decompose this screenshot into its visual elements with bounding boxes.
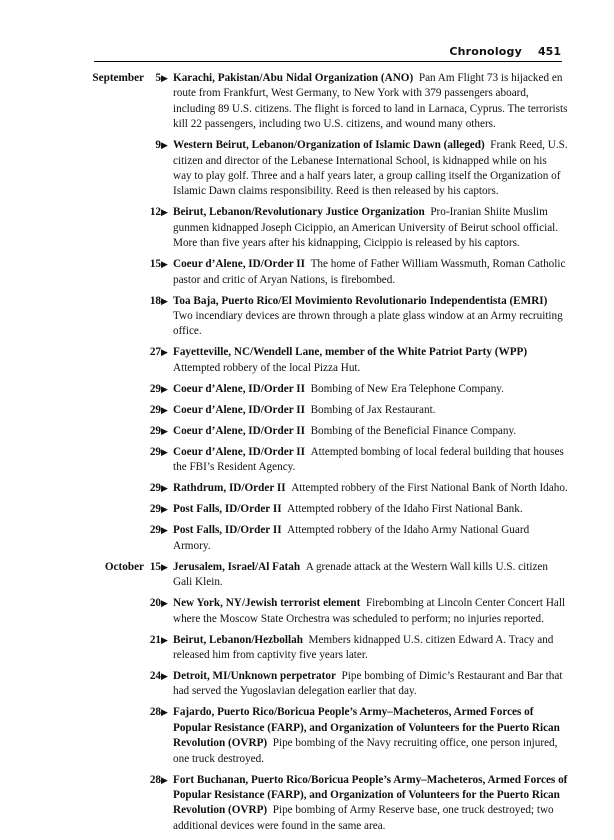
entry-location: Beirut, Lebanon/Revolutionary Justice Organization xyxy=(173,206,425,219)
triangle-bullet-icon: ▶ xyxy=(161,774,168,785)
entry-text xyxy=(173,560,568,591)
triangle-bullet-icon: ▶ xyxy=(161,404,168,415)
entry-text xyxy=(173,633,568,664)
entry-day: 28 xyxy=(149,706,161,719)
page-number: 451 xyxy=(538,45,561,58)
entry-text xyxy=(173,669,568,700)
entry-text xyxy=(173,257,568,288)
entry-text xyxy=(173,596,568,627)
entry-location: New York, NY/Jewish terrorist element xyxy=(173,597,361,610)
chronology-entry xyxy=(0,481,614,496)
entry-description: Pan Am Flight 73 is hijacked en route from Frankfurt, West Germany, to New York with 379 passengers aboard, including 89 U.S. citizens. The flight is forced to land in Larnaca, Cyprus. The terrorists kill 22 passengers, including two U.S. citizens, and wound many others. xyxy=(173,72,568,131)
entry-day: 28 xyxy=(149,773,161,786)
entry-location: Detroit, MI/Unknown perpetrator xyxy=(173,669,336,682)
entry-day: 24 xyxy=(149,669,161,682)
triangle-bullet-icon: ▶ xyxy=(161,525,168,536)
entry-description: Pipe bombing of Army Reserve base, one truck destroyed; two additional devices were found in the same area. xyxy=(173,804,554,832)
triangle-bullet-icon: ▶ xyxy=(161,383,168,394)
entry-day: 15 xyxy=(149,258,161,271)
entry-description: Bombing of the Beneficial Finance Company. xyxy=(310,424,517,437)
entry-description: Firebombing at Lincoln Center Concert Hall where the Moscow State Orchestra was scheduled to perform; no injuries reported. xyxy=(173,597,566,625)
triangle-bullet-icon: ▶ xyxy=(161,207,168,218)
entry-location: Post Falls, ID/Order II xyxy=(173,524,282,537)
chronology-entry xyxy=(0,257,614,288)
entry-location: Fayetteville, NC/Wendell Lane, member of the White Patriot Party (WPP) xyxy=(173,346,528,359)
entry-description: Attempted robbery of the Idaho Army National Guard Armory. xyxy=(173,524,530,552)
entry-text xyxy=(173,205,568,251)
chronology-entry xyxy=(0,523,614,554)
entry-description: Bombing of New Era Telephone Company. xyxy=(310,382,504,395)
entry-location: Rathdrum, ID/Order II xyxy=(173,482,286,495)
chronology-entry xyxy=(0,71,614,133)
chronology-entry xyxy=(0,633,614,664)
triangle-bullet-icon: ▶ xyxy=(161,140,168,151)
entry-description: Members kidnapped U.S. citizen Edward A. Tracy and released him from captivity five years later. xyxy=(173,633,554,661)
entry-location: Coeur d’Alene, ID/Order II xyxy=(173,403,305,416)
entry-day: 29 xyxy=(149,524,161,537)
entry-day: 29 xyxy=(149,403,161,416)
entry-location: Fort Buchanan, Puerto Rico/Boricua People’s Army–Macheteros, Armed Forces of Popular Resistance (FARP), and Organization of Volunteers for the Puerto Rican Revolution (OVRP) xyxy=(173,773,568,817)
chronology-entry xyxy=(0,294,614,340)
chronology-entry xyxy=(0,669,614,700)
triangle-bullet-icon: ▶ xyxy=(161,707,168,718)
entry-day: 9 xyxy=(155,139,161,152)
triangle-bullet-icon: ▶ xyxy=(161,598,168,609)
entry-text xyxy=(173,523,568,554)
chronology-entry xyxy=(0,705,614,767)
entry-text xyxy=(173,382,568,397)
entry-text xyxy=(173,502,568,517)
entry-day: 29 xyxy=(149,445,161,458)
entry-text xyxy=(173,403,568,418)
entry-description: The home of Father William Wassmuth, Roman Catholic pastor and critic of Aryan Nations, is firebombed. xyxy=(173,258,566,286)
entry-description: Pipe bombing of Dimic’s Restaurant and Bar that had served the Yugoslavian delegation earlier that day. xyxy=(173,669,563,698)
chronology-entry xyxy=(0,424,614,439)
entry-location: Karachi, Pakistan/Abu Nidal Organization (ANO) xyxy=(173,72,414,84)
entry-day: 29 xyxy=(149,503,161,516)
triangle-bullet-icon: ▶ xyxy=(161,295,168,306)
entry-location: Post Falls, ID/Order II xyxy=(173,503,282,516)
entry-day: 27 xyxy=(149,346,161,359)
entry-description: Attempted robbery of the Idaho First National Bank. xyxy=(287,503,523,516)
entry-day: 29 xyxy=(149,382,161,395)
entry-day: 29 xyxy=(149,424,161,437)
entry-description: Attempted bombing of local federal building that houses the FBI’s Resident Agency. xyxy=(173,445,564,474)
entry-description: A grenade attack at the Western Wall kills U.S. citizen Gali Klein. xyxy=(173,560,548,589)
entry-location: Fajardo, Puerto Rico/Boricua People’s Army–Macheteros, Armed Forces of Popular Resistance (FARP), and Organization of Volunteers for the Puerto Rican Revolution (OVRP) xyxy=(173,706,560,750)
entry-text xyxy=(173,445,568,476)
chronology-entry xyxy=(0,773,614,835)
entry-day: 20 xyxy=(149,597,161,610)
entry-text xyxy=(173,424,568,439)
entry-day: 12 xyxy=(149,206,161,219)
entry-location: Coeur d’Alene, ID/Order II xyxy=(173,445,305,458)
entry-day: 29 xyxy=(149,482,161,495)
entry-text xyxy=(173,705,568,767)
triangle-bullet-icon: ▶ xyxy=(161,425,168,436)
chronology-entry xyxy=(0,403,614,418)
chronology-entry xyxy=(0,382,614,397)
triangle-bullet-icon: ▶ xyxy=(161,347,168,358)
entry-text xyxy=(173,138,568,200)
triangle-bullet-icon: ▶ xyxy=(161,483,168,494)
chronology-list xyxy=(0,71,614,840)
entry-location: Coeur d’Alene, ID/Order II xyxy=(173,382,305,395)
entry-text xyxy=(173,71,568,133)
triangle-bullet-icon: ▶ xyxy=(161,634,168,645)
entry-location: Western Beirut, Lebanon/Organization of Islamic Dawn (alleged) xyxy=(173,139,485,152)
entry-day: 15 xyxy=(149,560,161,573)
chronology-entry xyxy=(0,138,614,200)
entry-location: Toa Baja, Puerto Rico/El Movimiento Revolutionario Independentista (EMRI) xyxy=(173,294,548,307)
entry-description: Attempted robbery of the local Pizza Hut. xyxy=(173,361,361,374)
triangle-bullet-icon: ▶ xyxy=(161,73,168,83)
triangle-bullet-icon: ▶ xyxy=(161,446,168,457)
triangle-bullet-icon: ▶ xyxy=(161,504,168,515)
triangle-bullet-icon: ▶ xyxy=(161,670,168,681)
entry-text xyxy=(173,481,568,496)
entry-day: 21 xyxy=(149,633,161,646)
chronology-entry xyxy=(0,345,614,376)
entry-day: 5 xyxy=(155,72,161,84)
entry-description: Bombing of Jax Restaurant. xyxy=(310,403,436,416)
entry-description: Pipe bombing of the Navy recruiting office, one person injured, one truck destroyed. xyxy=(173,737,558,765)
entry-location: Coeur d’Alene, ID/Order II xyxy=(173,424,305,437)
entry-day: 18 xyxy=(149,294,161,307)
chronology-entry xyxy=(0,205,614,251)
entry-text xyxy=(173,294,568,340)
entry-text xyxy=(173,345,568,376)
triangle-bullet-icon: ▶ xyxy=(161,259,168,270)
entry-location: Jerusalem, Israel/Al Fatah xyxy=(173,560,301,573)
entry-description: Pro-Iranian Shiite Muslim gunmen kidnapped Joseph Cicippio, an American University of Beirut school official. More than five years after his kidnapping, Cicippio is released by his captors. xyxy=(173,206,559,250)
chronology-entry xyxy=(0,560,614,591)
entry-location: Beirut, Lebanon/Hezbollah xyxy=(173,633,303,646)
chapter-title: Chronology xyxy=(449,45,522,58)
triangle-bullet-icon: ▶ xyxy=(161,561,168,572)
chronology-entry xyxy=(0,502,614,517)
entry-description: Two incendiary devices are thrown through a plate glass window at an Army recruiting office. xyxy=(173,310,563,338)
entry-text xyxy=(173,773,568,835)
chronology-entry xyxy=(0,445,614,476)
entry-description: Attempted robbery of the First National Bank of North Idaho. xyxy=(291,482,568,495)
entry-description: Frank Reed, U.S. citizen and director of the Lebanese International School, is kidnapped while on his way to play golf. Three and a half years later, a group calling itself the Organization of Islamic Dawn claims responsibility. Reed is then released by his captors. xyxy=(173,139,568,198)
chronology-entry xyxy=(0,596,614,627)
header-rule xyxy=(94,61,562,62)
running-header xyxy=(0,45,614,61)
entry-month: October xyxy=(104,560,144,573)
entry-month: September xyxy=(92,72,144,84)
entry-location: Coeur d’Alene, ID/Order II xyxy=(173,258,305,271)
